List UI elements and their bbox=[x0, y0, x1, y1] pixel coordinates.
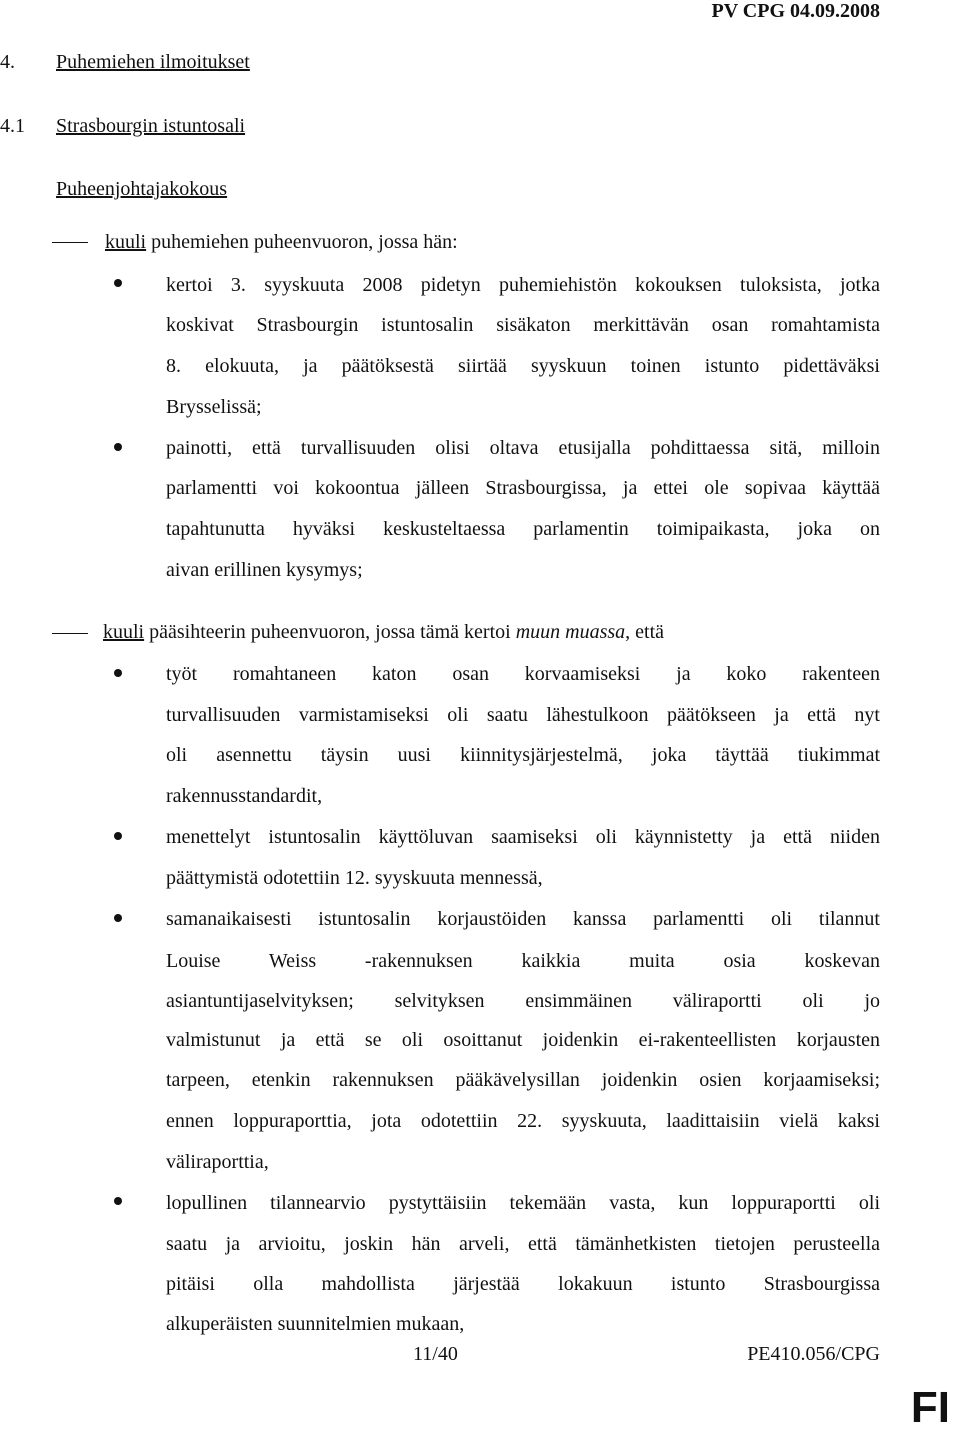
paragraph-line: Brysselissä; bbox=[166, 396, 262, 418]
item2-intro bbox=[103, 621, 664, 644]
paragraph-line: samanaikaisesti istuntosalin korjaustöiden kanssa parlamentti oli tilannut bbox=[166, 908, 880, 930]
paragraph-line: Louise Weiss -rakennuksen kaikkia muita osia koskevan bbox=[166, 950, 880, 972]
paragraph-line: saatu ja arvioitu, joskin hän arveli, että tämänhetkisten tietojen perusteella bbox=[166, 1233, 880, 1255]
paragraph-line: ennen loppuraporttia, jota odotettiin 22. syyskuuta, laadittaisiin vielä kaksi bbox=[166, 1110, 880, 1132]
dash-marker bbox=[52, 633, 88, 634]
paragraph-line: aivan erillinen kysymys; bbox=[166, 559, 363, 581]
paragraph-line: menettelyt istuntosalin käyttöluvan saamiseksi oli käynnistetty ja että niiden bbox=[166, 826, 880, 848]
subsection-number: 4.1 bbox=[0, 115, 25, 137]
section-number: 4. bbox=[0, 51, 15, 73]
dash-marker bbox=[52, 242, 88, 243]
paragraph-line: turvallisuuden varmistamiseksi oli saatu lähestulkoon päätökseen ja että nyt bbox=[166, 704, 880, 726]
language-code: FI bbox=[910, 1383, 950, 1432]
paragraph-line: alkuperäisten suunnitelmien mukaan, bbox=[166, 1313, 465, 1335]
paragraph-line: työt romahtaneen katon osan korvaamiseksi ja koko rakenteen bbox=[166, 663, 880, 685]
item1-underlined: kuuli bbox=[105, 231, 147, 253]
paragraph-line: rakennusstandardit, bbox=[166, 785, 323, 807]
bullet-marker bbox=[114, 914, 122, 922]
item2-italic: muun muassa bbox=[515, 621, 626, 643]
bullet-marker bbox=[114, 279, 122, 287]
item2-underlined: kuuli bbox=[103, 621, 145, 643]
section-title: Puhemiehen ilmoitukset bbox=[56, 51, 250, 73]
paragraph-line: väliraporttia, bbox=[166, 1151, 269, 1173]
item1-intro bbox=[105, 231, 458, 254]
paragraph-line: oli asennettu täysin uusi kiinnitysjärjestelmä, joka täyttää tiukimmat bbox=[166, 744, 880, 766]
paragraph-line: kertoi 3. syyskuuta 2008 pidetyn puhemiehistön kokouksen tuloksista, jotka bbox=[166, 274, 880, 296]
paragraph-line: päättymistä odotettiin 12. syyskuuta mennessä, bbox=[166, 867, 543, 889]
paragraph-line: tapahtunutta hyväksi keskusteltaessa parlamentin toimipaikasta, joka on bbox=[166, 518, 880, 540]
paragraph-line: koskivat Strasbourgin istuntosalin sisäkaton merkittävän osan romahtamista bbox=[166, 314, 880, 336]
page-number: 11/40 bbox=[413, 1343, 458, 1365]
subsection-title: Strasbourgin istuntosali bbox=[56, 115, 246, 137]
paragraph-line: tarpeen, etenkin rakennuksen pääkävelysillan joidenkin osien korjaamiseksi; bbox=[166, 1069, 880, 1091]
paragraph-line: asiantuntijaselvityksen; selvityksen ensimmäinen väliraportti oli jo bbox=[166, 990, 880, 1012]
paragraph-line: parlamentti voi kokoontua jälleen Strasbourgissa, ja ettei ole sopivaa käyttää bbox=[166, 477, 880, 499]
document-reference: PV CPG 04.09.2008 bbox=[711, 0, 880, 22]
bullet-marker bbox=[114, 443, 122, 451]
paragraph-line: valmistunut ja että se oli osoittanut joidenkin ei-rakenteellisten korjausten bbox=[166, 1029, 880, 1051]
bullet-marker bbox=[114, 669, 122, 677]
item2-text-after: , että bbox=[625, 621, 665, 643]
paragraph-line: pitäisi olla mahdollista järjestää lokakuun istunto Strasbourgissa bbox=[166, 1273, 880, 1295]
paragraph-line: lopullinen tilannearvio pystyttäisiin tekemään vasta, kun loppuraportti oli bbox=[166, 1192, 880, 1214]
item1-rest: puhemiehen puheenvuoron, jossa hän: bbox=[146, 231, 458, 253]
paragraph-line: painotti, että turvallisuuden olisi oltava etusijalla pohdittaessa sitä, milloin bbox=[166, 437, 880, 459]
bullet-marker bbox=[114, 832, 122, 840]
subheading: Puheenjohtajakokous bbox=[56, 178, 228, 200]
bullet-marker bbox=[114, 1197, 122, 1205]
document-code: PE410.056/CPG bbox=[747, 1343, 880, 1365]
paragraph-line: 8. elokuuta, ja päätöksestä siirtää syyskuun toinen istunto pidettäväksi bbox=[166, 355, 880, 377]
item2-text-before: pääsihteerin puheenvuoron, jossa tämä kertoi bbox=[144, 621, 516, 643]
